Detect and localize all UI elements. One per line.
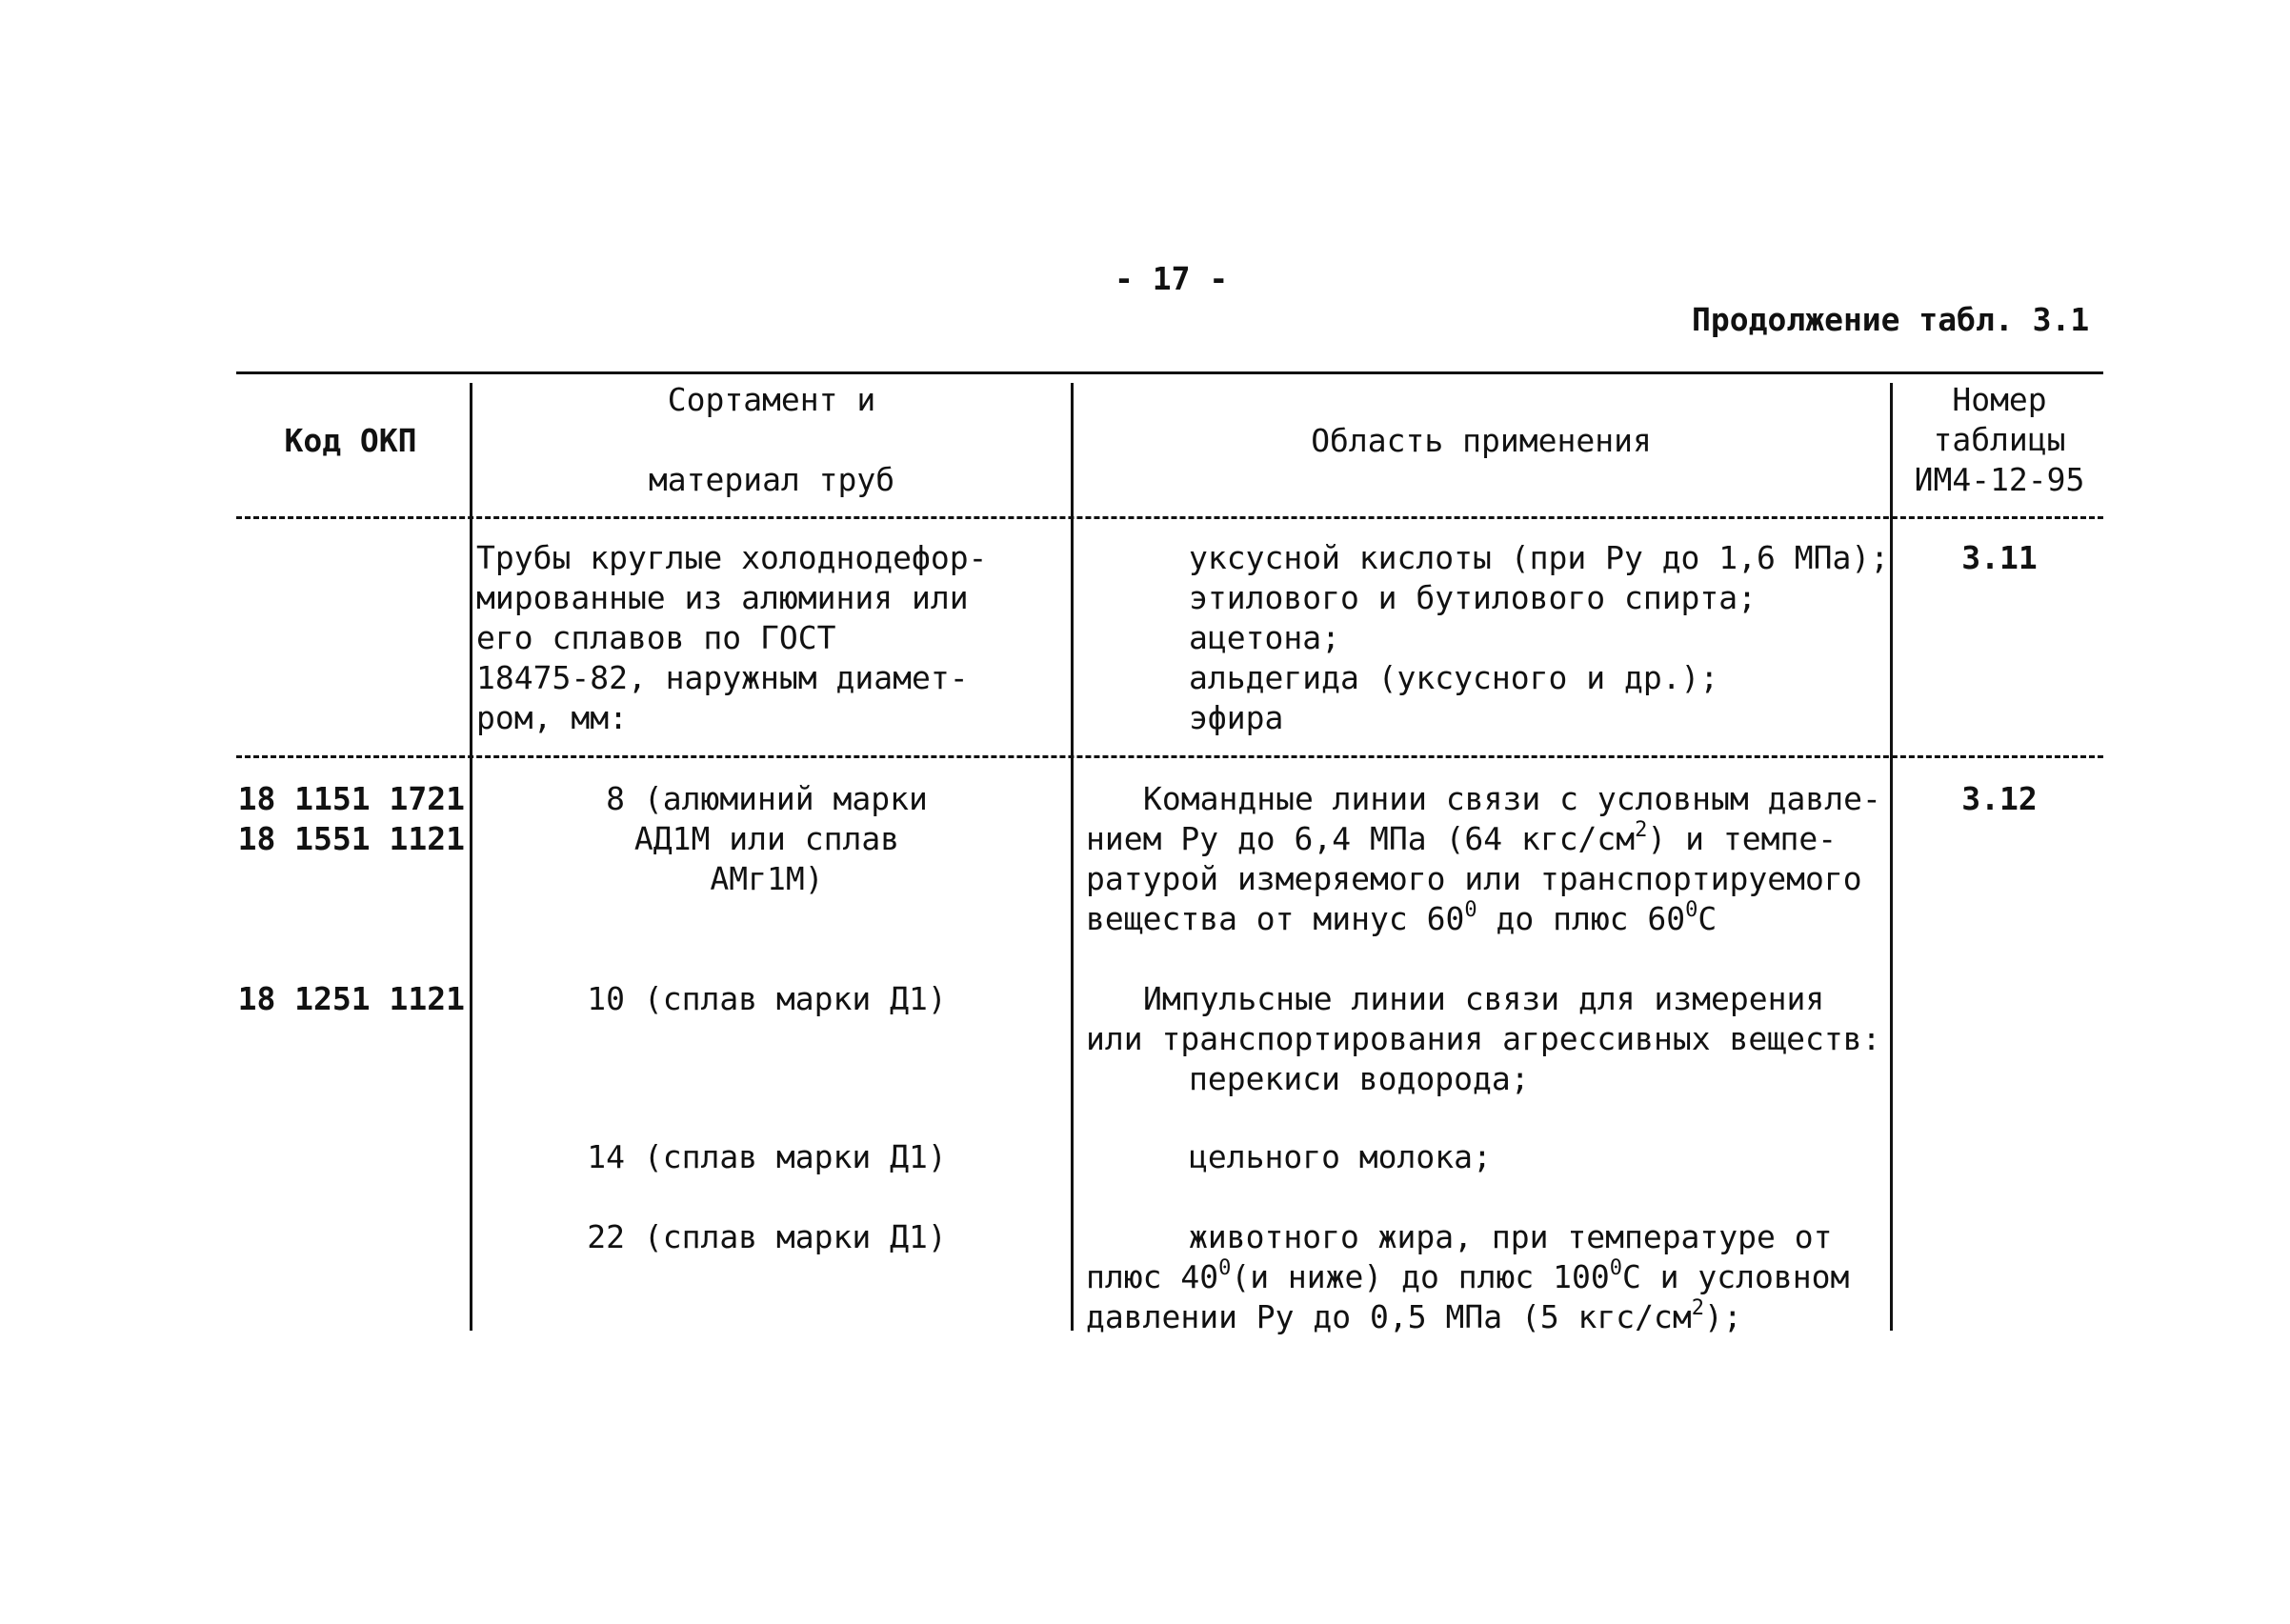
row2-material-line: АМг1М) (710, 860, 824, 897)
row3-material-10: 10 (сплав марки Д1) (587, 980, 947, 1017)
superscript: 0 (1685, 898, 1698, 922)
row2-application-line: ратурой измеряемого или транспортируемого (1086, 860, 1862, 897)
header-table-number-line1: Номер (1952, 381, 2047, 418)
row1-table-number: 3.11 (1961, 539, 2038, 576)
row3-material-22: 22 (сплав марки Д1) (587, 1218, 947, 1255)
row1-material-line: Трубы круглые холоднодефор- (476, 539, 988, 576)
page-number: - 17 - (1115, 260, 1229, 297)
table-top-rule (236, 371, 2103, 374)
row3-application-c (1086, 1217, 1886, 1337)
row2-material (476, 779, 1057, 899)
row1-application-line: этилового и бутилового спирта; (1189, 579, 1758, 616)
row1-application-line: альдегида (уксусного и др.); (1189, 659, 1719, 696)
row2-material-line: 8 (алюминий марки (606, 780, 928, 817)
column-divider-3 (1890, 383, 1893, 1331)
column-divider-2 (1071, 383, 1074, 1331)
row3-application-text: ); (1704, 1298, 1742, 1335)
row2-application-text: нием Ру до 6,4 МПа (64 кгс/см (1086, 820, 1636, 857)
row2-application-line (1086, 819, 1886, 859)
row2-application-text: до плюс 60 (1476, 900, 1686, 937)
row-separator (236, 755, 2103, 758)
header-code: Код ОКП (284, 422, 417, 459)
row1-material-line: ром, мм: (476, 699, 628, 736)
header-application: Область применения (1311, 422, 1652, 459)
row1-material-line: 18475-82, наружным диамет- (476, 659, 969, 696)
column-divider-1 (470, 383, 472, 1331)
row3-application-line: Импульсные линии связи для измерения (1143, 980, 1825, 1017)
row2-application-text: С (1697, 900, 1718, 937)
row3-application-line (1086, 1297, 1886, 1337)
row2-code-1: 18 1151 1721 (237, 780, 465, 817)
row3-application-text: давлении Ру до 0,5 МПа (5 кгс/см (1086, 1298, 1692, 1335)
table-continuation-label: Продолжение табл. 3.1 (1692, 301, 2090, 338)
row3-application-b (1086, 1137, 1886, 1177)
header-material-line1: Сортамент и (667, 381, 876, 418)
row2-application-text: вещества от минус 60 (1086, 900, 1465, 937)
superscript: 0 (1609, 1256, 1622, 1280)
row2-application-line (1086, 899, 1886, 939)
row1-application-line: уксусной кислоты (при Ру до 1,6 МПа); (1189, 539, 1890, 576)
row2-application (1086, 779, 1886, 939)
row2-application-line: Командные линии связи с условным давле- (1143, 780, 1881, 817)
row3-application-text: С и условном (1621, 1258, 1850, 1295)
superscript: 0 (1218, 1256, 1232, 1280)
row3-application-line: перекиси водорода; (1189, 1060, 1530, 1097)
row1-material-line: его сплавов по ГОСТ (476, 619, 836, 656)
row3-application-line: животного жира, при температуре от (1189, 1218, 1833, 1255)
row3-application-text: плюс 40 (1086, 1258, 1219, 1295)
row3-application-text: (и ниже) до плюс 100 (1231, 1258, 1610, 1295)
row2-table-number: 3.12 (1961, 780, 2038, 817)
row2-material-line: АД1М или сплав (633, 820, 900, 857)
row3-application-line: цельного молока; (1189, 1138, 1492, 1175)
row1-material-line: мированные из алюминия или (476, 579, 969, 616)
superscript: 2 (1691, 1296, 1705, 1320)
header-table-number-line2: таблицы (1933, 421, 2066, 458)
header-separator (236, 516, 2103, 519)
row1-application (1086, 538, 1890, 738)
row1-application-line: ацетона; (1189, 619, 1340, 656)
header-material-line2: материал труб (648, 461, 895, 498)
superscript: 2 (1635, 818, 1648, 842)
row3-application-line (1086, 1257, 1886, 1297)
row1-material (476, 538, 1057, 738)
row2-code-2: 18 1551 1121 (237, 820, 465, 857)
row3-application-line: или транспортирования агрессивных веществ: (1086, 1020, 1881, 1057)
superscript: 0 (1464, 898, 1477, 922)
row3-material-14: 14 (сплав марки Д1) (587, 1138, 947, 1175)
header-table-number-line3: ИМ4-12-95 (1914, 461, 2085, 498)
row3-code: 18 1251 1121 (237, 980, 465, 1017)
row2-application-text: ) и темпе- (1647, 820, 1838, 857)
row3-application-a (1086, 979, 1886, 1099)
row1-application-line: эфира (1189, 699, 1284, 736)
